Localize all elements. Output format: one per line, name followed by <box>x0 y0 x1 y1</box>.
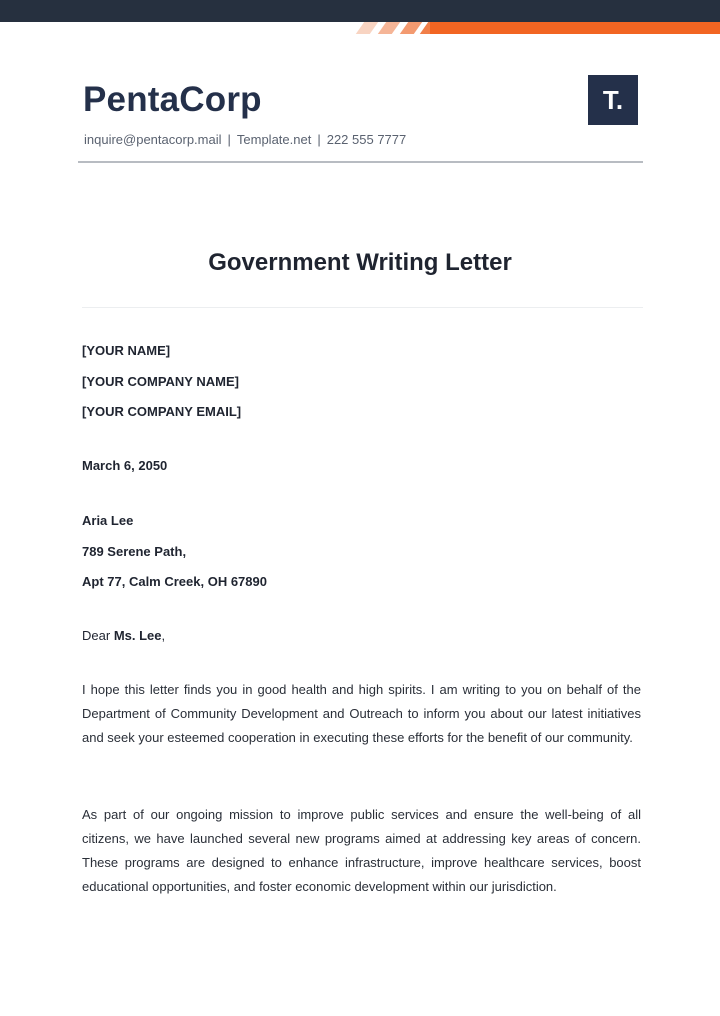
body-paragraph-2: As part of our ongoing mission to improve public services and ensure the well-being of all citizens, we have launched several new programs aimed at addressing key areas of concern. These programs are designed to enhance infrastructure, improve healthcare services, boost educational opportunities, and foster economic development within our jurisdiction. <box>82 807 641 894</box>
recipient-name: Aria Lee <box>82 513 134 528</box>
recipient-address-line2: Apt 77, Calm Creek, OH 67890 <box>82 574 267 589</box>
sender-company: [YOUR COMPANY NAME] <box>82 374 239 389</box>
header-accent-stripe <box>400 22 422 34</box>
company-contact <box>84 132 406 147</box>
sender-name: [YOUR NAME] <box>82 343 171 358</box>
body-paragraph-1: I hope this letter finds you in good health and high spirits. I am writing to you on behalf of the Department of Community Development and Outreach to inform you about our latest initiatives and seek your esteemed cooperation in executing these efforts for the benefit of our community. <box>82 682 641 745</box>
letter-date: March 6, 2050 <box>82 458 168 473</box>
header-divider <box>78 161 643 163</box>
company-website: Template.net <box>236 132 312 147</box>
header-accent-strip <box>430 22 720 34</box>
template-logo-letter: T. <box>602 84 624 115</box>
sender-email: [YOUR COMPANY EMAIL] <box>82 404 242 419</box>
salutation-prefix: Dear <box>82 628 111 643</box>
company-name: PentaCorp <box>83 80 262 119</box>
recipient-address-line1: 789 Serene Path, <box>82 544 187 559</box>
header-accent-stripe <box>378 22 400 34</box>
contact-separator: | <box>227 132 231 147</box>
salutation-suffix: , <box>161 628 166 643</box>
header-accent-stripe <box>356 22 378 34</box>
title-divider <box>82 307 643 308</box>
document-title: Government Writing Letter <box>208 249 512 276</box>
salutation <box>82 627 165 644</box>
company-phone: 222 555 7777 <box>326 132 407 147</box>
salutation-name: Ms. Lee <box>113 628 162 643</box>
template-logo <box>588 75 638 125</box>
company-email: inquire@pentacorp.mail <box>84 132 222 147</box>
contact-separator: | <box>317 132 321 147</box>
header-bar <box>0 0 720 22</box>
